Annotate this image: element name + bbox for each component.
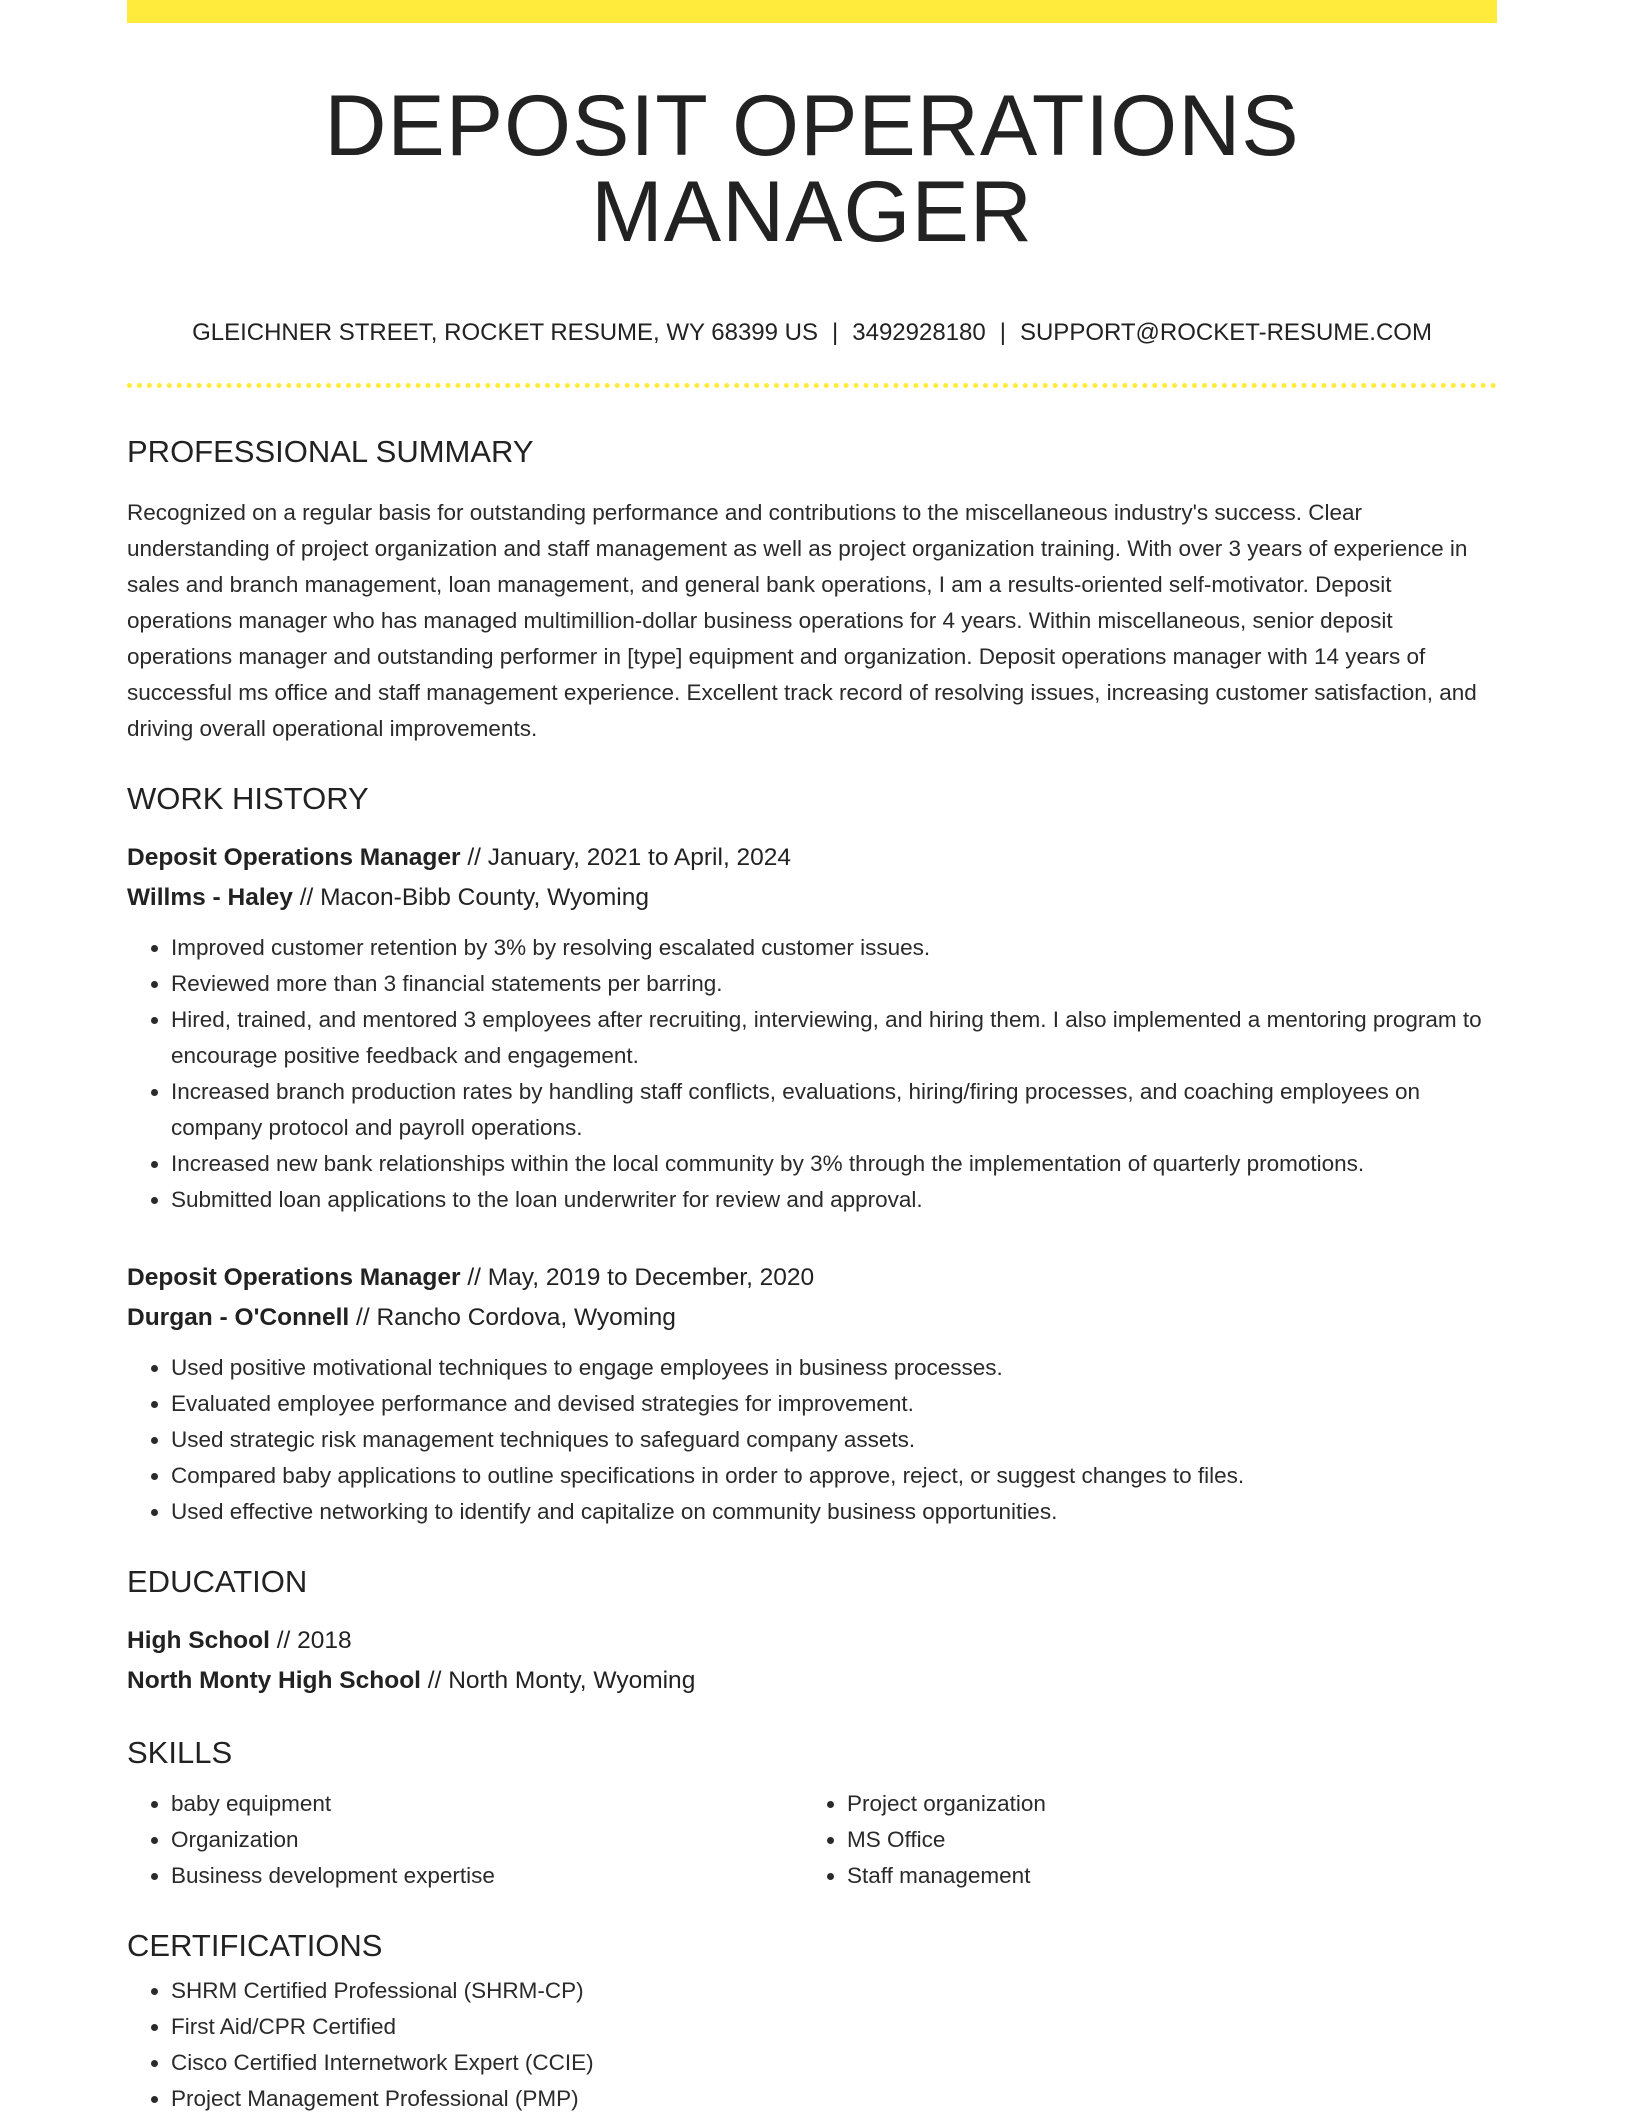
certifications-list <box>127 1973 1497 2117</box>
job-company-line <box>127 1298 1497 1338</box>
list-item: • Project organization <box>847 1786 1479 1822</box>
contact-line <box>127 321 1497 345</box>
education-degree-line <box>127 1621 1497 1661</box>
list-item: • Used positive motivational techniques to engage employees in business processes. <box>171 1350 1497 1386</box>
list-item: • Evaluated employee performance and devised strategies for improvement. <box>171 1386 1497 1422</box>
skills-list-left <box>127 1786 803 1894</box>
list-item: • Project Management Professional (PMP) <box>171 2081 1497 2117</box>
job-bullets <box>127 1350 1497 1530</box>
list-item: • Increased new bank relationships within the local community by 3% through the implementation of quarterly promotions. <box>171 1146 1497 1182</box>
education-school-line <box>127 1661 1497 1701</box>
job-location: // Macon-Bibb County, Wyoming <box>292 884 649 911</box>
contact-separator: | <box>999 319 1006 346</box>
list-item: • SHRM Certified Professional (SHRM-CP) <box>171 1973 1497 2009</box>
education-school: North Monty High School <box>127 1667 421 1694</box>
work-history-heading: WORK HISTORY <box>127 781 369 816</box>
list-item: • baby equipment <box>171 1786 803 1822</box>
job-dates: // January, 2021 to April, 2024 <box>460 844 792 871</box>
summary-text: Recognized on a regular basis for outstanding performance and contributions to the miscellaneous industry's success. Clear understanding of project organization and staff management as well as project organization training. With over 3 years of experience in sales and branch management, loan management, and general bank operations, I am a results-oriented self-motivator. Deposit operations manager who has managed multimillion-dollar business operations for 4 years. Within miscellaneous, senior deposit operations manager and outstanding performer in [type] equipment and organization. Deposit operations manager with 14 years of successful ms office and staff management experience. Excellent track record of resolving issues, increasing customer satisfaction, and driving overall operational improvements. <box>127 500 1477 741</box>
skills-heading: SKILLS <box>127 1735 233 1770</box>
education-heading: EDUCATION <box>127 1564 308 1599</box>
resume-page <box>127 0 1497 2117</box>
job-location: // Rancho Cordova, Wyoming <box>349 1304 676 1331</box>
list-item: • Used effective networking to identify and capitalize on community business opportunities. <box>171 1494 1497 1530</box>
job-title-line <box>127 838 1497 878</box>
dotted-divider <box>127 383 1497 388</box>
list-item: • Submitted loan applications to the loan underwriter for review and approval. <box>171 1182 1497 1218</box>
education-year: // 2018 <box>269 1627 352 1654</box>
list-item: • Cisco Certified Internetwork Expert (CCIE) <box>171 2045 1497 2081</box>
job-title-line <box>127 1258 1497 1298</box>
education-degree: High School <box>127 1627 270 1654</box>
list-item: • First Aid/CPR Certified <box>171 2009 1497 2045</box>
contact-separator: | <box>832 319 839 346</box>
job-role: Deposit Operations Manager <box>127 844 461 871</box>
education-location: // North Monty, Wyoming <box>420 1667 696 1694</box>
list-item: • Hired, trained, and mentored 3 employees after recruiting, interviewing, and hiring them. I also implemented a mentoring program to encourage positive feedback and engagement. <box>171 1002 1497 1074</box>
list-item: • Increased branch production rates by handling staff conflicts, evaluations, hiring/firing processes, and coaching employees on company protocol and payroll operations. <box>171 1074 1497 1146</box>
summary-heading: PROFESSIONAL SUMMARY <box>127 434 534 469</box>
job-company: Willms - Haley <box>127 884 293 911</box>
list-item: • Organization <box>171 1822 803 1858</box>
skills-columns <box>127 1786 1497 1894</box>
job-role: Deposit Operations Manager <box>127 1264 461 1291</box>
email-link[interactable]: SUPPORT@ROCKET-RESUME.COM <box>1019 319 1432 346</box>
job-dates: // May, 2019 to December, 2020 <box>460 1264 815 1291</box>
resume-title: DEPOSIT OPERATIONS MANAGER <box>324 78 1300 260</box>
list-item: • MS Office <box>847 1822 1479 1858</box>
list-item: • Improved customer retention by 3% by resolving escalated customer issues. <box>171 930 1497 966</box>
phone: 3492928180 <box>852 319 986 346</box>
list-item: • Compared baby applications to outline specifications in order to approve, reject, or suggest changes to files. <box>171 1458 1497 1494</box>
list-item: • Business development expertise <box>171 1858 803 1894</box>
accent-bar <box>127 0 1497 23</box>
list-item: • Used strategic risk management techniques to safeguard company assets. <box>171 1422 1497 1458</box>
job-company: Durgan - O'Connell <box>127 1304 350 1331</box>
job-company-line <box>127 878 1497 918</box>
certifications-heading: CERTIFICATIONS <box>127 1928 383 1963</box>
job-bullets <box>127 930 1497 1218</box>
address: GLEICHNER STREET, ROCKET RESUME, WY 68399 US <box>192 319 819 346</box>
education-entry <box>127 1621 1497 1701</box>
list-item: • Reviewed more than 3 financial statements per barring. <box>171 966 1497 1002</box>
skills-list-right <box>803 1786 1479 1894</box>
list-item: • Staff management <box>847 1858 1479 1894</box>
